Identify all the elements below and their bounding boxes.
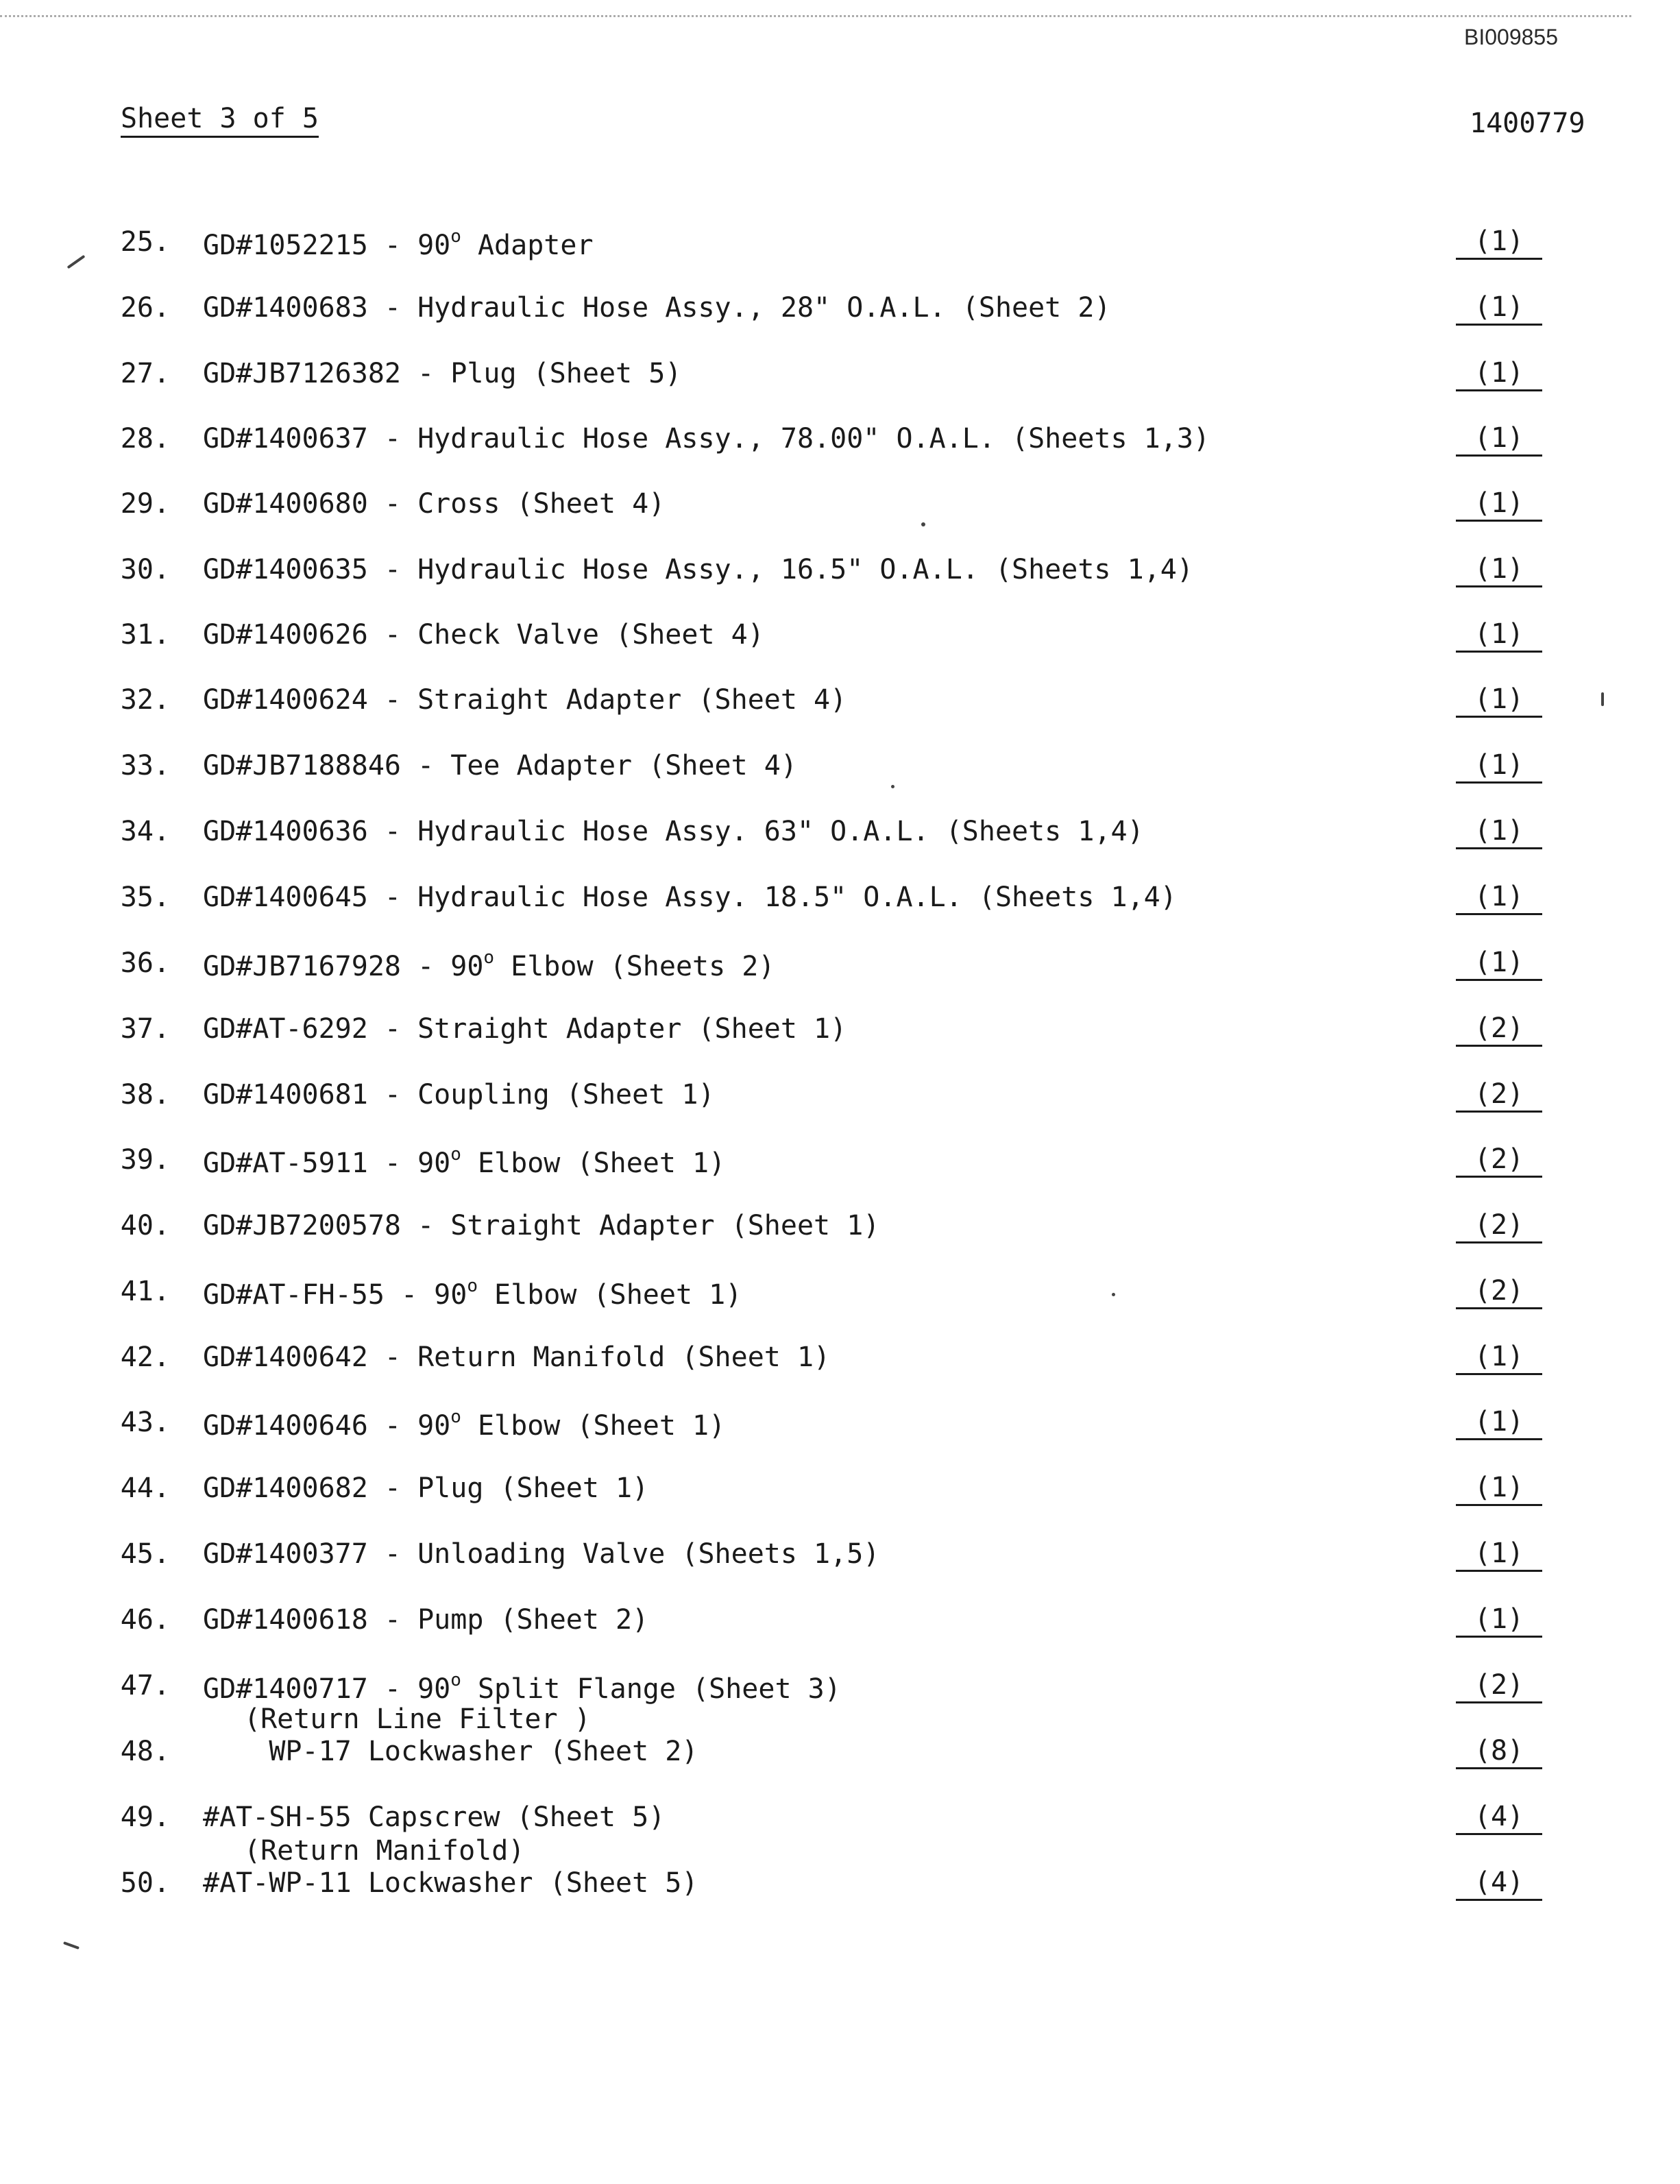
list-item [0,1604,1680,1645]
list-item [0,1144,1680,1185]
item-description-text: GD#1400642 - Return Manifold (Sheet 1) [203,1342,831,1373]
item-description [203,292,1111,324]
item-number: 42. [120,1342,170,1373]
item-number: 36. [120,947,170,979]
item-quantity: (1) [1456,292,1542,326]
item-description-text: GD#JB7167928 - 90 [203,951,484,982]
item-description-text: GD#1400637 - Hydraulic Hose Assy., 78.00" O.A.L. (Sheets 1,3) [203,423,1210,454]
item-number: 26. [120,292,170,324]
item-quantity: (1) [1456,554,1542,587]
item-number: 46. [120,1604,170,1636]
item-quantity: (1) [1456,882,1542,915]
item-number: 39. [120,1144,170,1176]
item-description-text: GD#1400636 - Hydraulic Hose Assy. 63" O.A.L. (Sheets 1,4) [203,816,1144,847]
item-quantity: (2) [1456,1013,1542,1047]
list-item [0,358,1680,399]
item-quantity: (1) [1456,619,1542,653]
item-description-text: GD#AT-FH-55 - 90 [203,1279,467,1311]
list-item [0,226,1680,267]
item-number: 48. [120,1736,170,1767]
item-description-text: GD#1052215 - 90 [203,230,451,261]
item-quantity: (1) [1456,816,1542,849]
item-number: 40. [120,1210,170,1241]
item-description [203,1407,725,1442]
scan-mark [63,1941,80,1950]
item-description [203,488,665,520]
item-quantity: (4) [1456,1867,1542,1901]
item-number: 34. [120,816,170,847]
list-item [0,1013,1680,1054]
item-number: 33. [120,750,170,781]
item-quantity: (1) [1456,947,1542,981]
item-number: 37. [120,1013,170,1045]
item-quantity: (2) [1456,1079,1542,1113]
list-item [0,947,1680,988]
list-item [0,1835,1680,1908]
item-description-text: Elbow (Sheet 1) [461,1148,726,1179]
sheet-label: Sheet 3 of 5 [121,103,319,134]
item-description [203,816,1144,847]
list-item [0,619,1680,660]
item-number: 25. [120,226,170,258]
list-item [0,882,1680,923]
item-description-text: Adapter [461,230,594,261]
item-description [203,750,797,781]
item-description [203,554,1193,585]
item-description-text: GD#1400635 - Hydraulic Hose Assy., 16.5" O.A.L. (Sheets 1,4) [203,554,1193,585]
item-description [203,619,764,651]
item-number: 35. [120,882,170,913]
item-description [203,1144,725,1179]
list-item [0,1342,1680,1383]
degree-mark: o [450,226,461,247]
list-item [0,1703,1680,1777]
list-item [0,1276,1680,1317]
list-item [0,816,1680,857]
scan-mark [891,785,894,788]
item-description [203,423,1210,454]
item-quantity: (1) [1456,226,1542,260]
item-description-text: Elbow (Sheet 1) [461,1410,726,1442]
item-description-text: Split Flange (Sheet 3) [461,1673,841,1705]
item-description-text: GD#1400626 - Check Valve (Sheet 4) [203,619,764,651]
item-description [203,1210,879,1241]
list-item [0,554,1680,595]
item-description [203,1604,648,1636]
item-description-text: GD#JB7126382 - Plug (Sheet 5) [203,358,682,389]
scan-mark [1112,1293,1115,1296]
item-quantity: (1) [1456,1407,1542,1440]
item-description [203,1472,648,1504]
item-description-text: GD#JB7200578 - Straight Adapter (Sheet 1) [203,1210,880,1241]
item-description-text: GD#1400645 - Hydraulic Hose Assy. 18.5" O.A.L. (Sheets 1,4) [203,882,1177,913]
item-description-text: GD#AT-6292 - Straight Adapter (Sheet 1) [203,1013,847,1045]
item-number: 38. [120,1079,170,1111]
item-description-text: Elbow (Sheets 2) [494,951,775,982]
item-quantity: (1) [1456,1472,1542,1506]
item-number: 49. [120,1801,170,1833]
list-item [0,684,1680,725]
degree-mark: o [450,1144,461,1165]
item-description-text: GD#1400681 - Coupling (Sheet 1) [203,1079,715,1111]
scan-edge-noise [0,0,1631,17]
list-item [0,1472,1680,1514]
item-description-text: GD#JB7188846 - Tee Adapter (Sheet 4) [203,750,797,781]
item-group-note: (Return Line Filter ) [244,1703,591,1735]
document-number: 1400779 [1470,108,1585,139]
item-description [203,1276,742,1311]
item-description [203,1801,665,1833]
item-description [203,1867,698,1899]
item-number: 43. [120,1407,170,1438]
list-item [0,750,1680,791]
list-item [0,1210,1680,1251]
item-description [203,684,847,716]
item-quantity: (8) [1456,1736,1542,1769]
item-description [203,1013,847,1045]
list-item [0,292,1680,333]
item-description-text: WP-17 Lockwasher (Sheet 2) [203,1736,698,1767]
item-description-text: #AT-SH-55 Capscrew (Sheet 5) [203,1801,666,1833]
list-item [0,1538,1680,1579]
item-description-text: GD#1400680 - Cross (Sheet 4) [203,488,666,520]
item-description-text: GD#AT-5911 - 90 [203,1148,451,1179]
degree-mark: o [467,1276,478,1296]
item-description-text: GD#1400682 - Plug (Sheet 1) [203,1472,649,1504]
item-number: 47. [120,1670,170,1701]
scan-mark [1601,692,1604,706]
item-description-text: #AT-WP-11 Lockwasher (Sheet 5) [203,1867,698,1899]
scan-mark [921,522,925,526]
item-quantity: (1) [1456,488,1542,522]
item-number: 41. [120,1276,170,1307]
item-number: 44. [120,1472,170,1504]
degree-mark: o [450,1670,461,1690]
item-description-text: Elbow (Sheet 1) [477,1279,742,1311]
item-quantity: (1) [1456,1342,1542,1375]
item-description [203,226,594,261]
item-description-text: GD#1400377 - Unloading Valve (Sheets 1,5) [203,1538,880,1570]
item-quantity: (2) [1456,1210,1542,1243]
item-description [203,947,775,982]
item-quantity: (2) [1456,1670,1542,1703]
item-quantity: (1) [1456,358,1542,391]
list-item [0,423,1680,464]
item-description [203,1736,698,1767]
item-description-text: GD#1400683 - Hydraulic Hose Assy., 28" O.A.L. (Sheet 2) [203,292,1111,324]
item-number: 28. [120,423,170,454]
item-number: 29. [120,488,170,520]
item-number: 30. [120,554,170,585]
item-number: 31. [120,619,170,651]
item-quantity: (2) [1456,1144,1542,1178]
item-quantity: (4) [1456,1801,1542,1835]
item-description-text: GD#1400624 - Straight Adapter (Sheet 4) [203,684,847,716]
item-number: 32. [120,684,170,716]
item-description [203,1538,879,1570]
item-number: 45. [120,1538,170,1570]
item-description [203,1670,841,1705]
item-quantity: (1) [1456,750,1542,784]
item-number: 27. [120,358,170,389]
degree-mark: o [450,1407,461,1427]
item-description-text: GD#1400618 - Pump (Sheet 2) [203,1604,649,1636]
item-description [203,1079,715,1111]
item-description-text: GD#1400717 - 90 [203,1673,451,1705]
item-description [203,882,1177,913]
item-quantity: (1) [1456,684,1542,718]
item-quantity: (1) [1456,1538,1542,1572]
degree-mark: o [483,947,495,968]
item-quantity: (2) [1456,1276,1542,1309]
item-number: 50. [120,1867,170,1899]
list-item [0,488,1680,529]
item-description-text: GD#1400646 - 90 [203,1410,451,1442]
list-item [0,1079,1680,1120]
bates-number: BI009855 [1464,25,1559,49]
item-group-note: (Return Manifold) [244,1835,525,1867]
item-description [203,1342,830,1373]
list-item [0,1407,1680,1448]
item-description [203,358,681,389]
item-quantity: (1) [1456,1604,1542,1638]
item-quantity: (1) [1456,423,1542,457]
